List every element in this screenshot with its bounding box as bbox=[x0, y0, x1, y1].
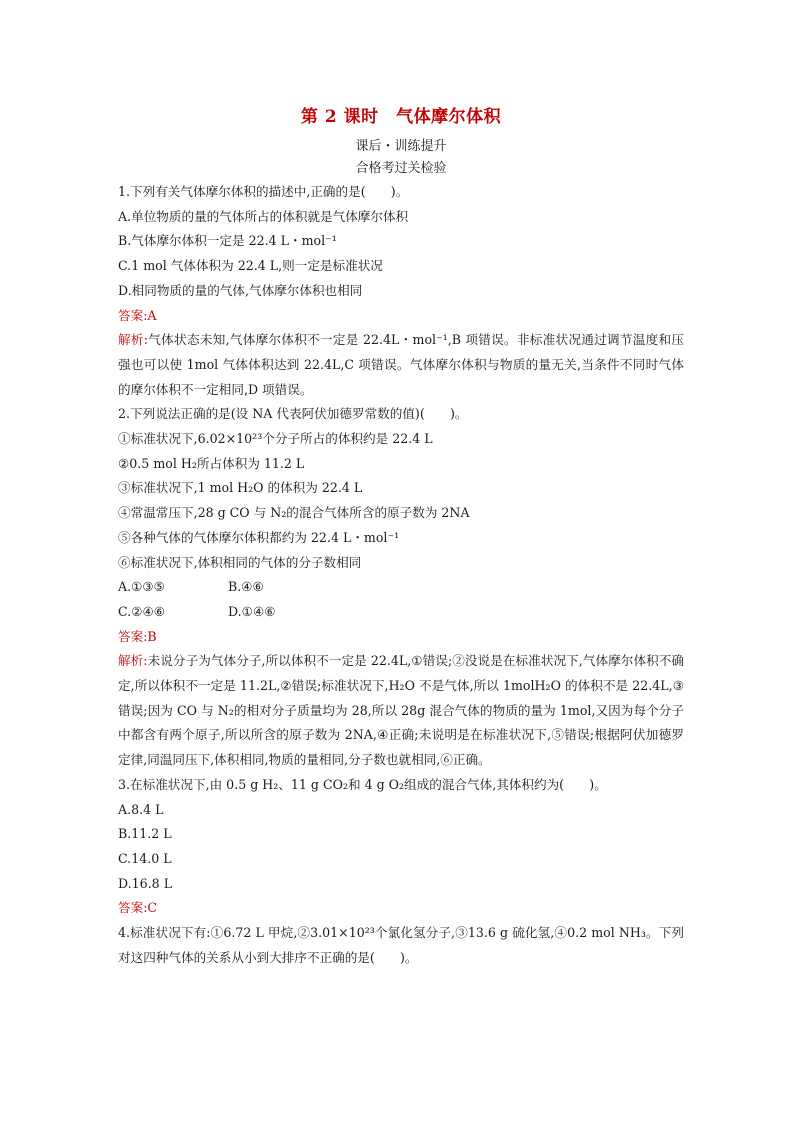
question-stem: 4.标准状况下有:①6.72 L 甲烷,②3.01×10²³个氯化氢分子,③13.6 g 硫化氢,④0.2 mol NH₃。下列对这四种气体的关系从小到大排序不正确的是( )。 bbox=[118, 925, 684, 965]
options-row-1 bbox=[118, 575, 684, 600]
statement-6: ⑥标准状况下,体积相同的气体的分子数相同 bbox=[118, 554, 362, 570]
option-c: C.14.0 L bbox=[118, 850, 172, 866]
option-d: D.16.8 L bbox=[118, 875, 173, 891]
option-d: D.相同物质的量的气体,气体摩尔体积也相同 bbox=[118, 282, 363, 298]
option-a: A.①③⑤ bbox=[118, 579, 165, 595]
analysis bbox=[118, 328, 684, 402]
analysis-text: 未说分子为气体分子,所以体积不一定是 22.4L,①错误;②没说是在标准状况下,气体摩尔体积不确定,所以体积不一定是 11.2L,②错误;标准状况下,H₂O 不是气体,所以 1molH₂O 的体积不是 22.4L,③错误;因为 CO 与 N₂的相对分子质量均为 28,所以 28g 混合气体的物质的量为 1mol,又因为每个分子中都含有两个原子,所以所含的原子数为 2NA,④正确;未说明是在标准状况下,⑤错误;根据阿伏加德罗定律,同温同压下,体积相同,物质的量相同,分子数也就相同,⑥正确。 bbox=[118, 653, 685, 768]
analysis-label: 解析: bbox=[118, 653, 148, 669]
section-subtitle: 课后・训练提升 bbox=[355, 139, 447, 154]
answer: 答案:A bbox=[118, 307, 157, 323]
option-d: D.①④⑥ bbox=[228, 603, 276, 619]
statement-2: ②0.5 mol H₂所占体积为 11.2 L bbox=[118, 455, 305, 471]
answer: 答案:B bbox=[118, 628, 157, 644]
analysis bbox=[118, 649, 684, 773]
question-stem: 1.下列有关气体摩尔体积的描述中,正确的是( )。 bbox=[118, 184, 409, 199]
statement-4: ④常温常压下,28 g CO 与 N₂的混合气体所含的原子数为 2NA bbox=[118, 505, 470, 521]
question-2 bbox=[118, 402, 684, 773]
option-a: A.8.4 L bbox=[118, 801, 164, 817]
options-row-2 bbox=[118, 600, 684, 625]
option-b: B.④⑥ bbox=[228, 579, 264, 595]
option-b: B.11.2 L bbox=[118, 826, 172, 842]
option-c: C.1 mol 气体体积为 22.4 L,则一定是标准状况 bbox=[118, 258, 383, 274]
answer: 答案:C bbox=[118, 900, 158, 916]
question-stem: 2.下列说法正确的是(设 NA 代表阿伏加德罗常数的值)( )。 bbox=[118, 406, 468, 422]
statement-3: ③标准状况下,1 mol H₂O 的体积为 22.4 L bbox=[118, 480, 363, 496]
question-1 bbox=[118, 180, 684, 402]
page-title: 第 2 课时 气体摩尔体积 bbox=[300, 107, 502, 127]
statement-1: ①标准状况下,6.02×10²³个分子所占的体积约是 22.4 L bbox=[118, 431, 433, 447]
section-subtitle-2: 合格考过关检验 bbox=[355, 161, 447, 176]
analysis-text: 气体状态未知,气体摩尔体积不一定是 22.4L・mol⁻¹,B 项错误。非标准状况通过调节温度和压强也可以使 1mol 气体体积达到 22.4L,C 项错误。气体摩尔体积与物质的量无关,当条件不同时气体的摩尔体积不一定相同,D 项错误。 bbox=[118, 332, 685, 397]
option-c: C.②④⑥ bbox=[118, 603, 166, 619]
question-stem: 3.在标准状况下,由 0.5 g H₂、11 g CO₂和 4 g O₂组成的混合气体,其体积约为( )。 bbox=[118, 776, 607, 792]
question-3 bbox=[118, 773, 684, 921]
analysis-label: 解析: bbox=[118, 332, 149, 348]
option-b: B.气体摩尔体积一定是 22.4 L・mol⁻¹ bbox=[118, 233, 337, 249]
statement-5: ⑤各种气体的气体摩尔体积都约为 22.4 L・mol⁻¹ bbox=[118, 529, 400, 545]
option-a: A.单位物质的量的气体所占的体积就是气体摩尔体积 bbox=[118, 208, 409, 224]
question-4 bbox=[118, 921, 684, 970]
